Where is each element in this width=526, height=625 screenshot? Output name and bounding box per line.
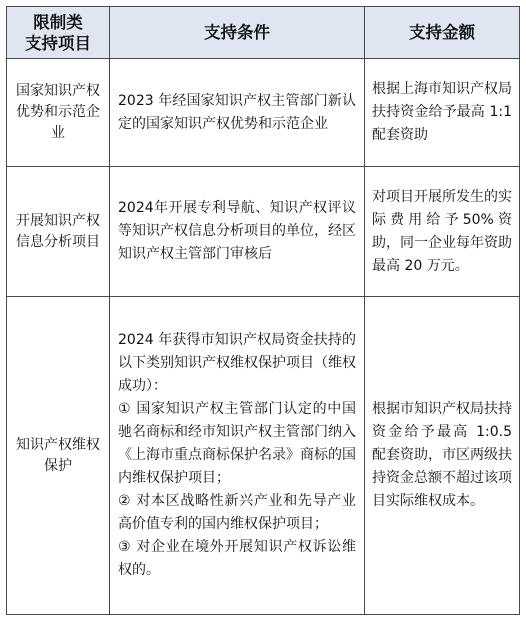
header-support-amount: 支持金额 bbox=[365, 7, 520, 59]
header-restricted-support-item: 限制类 支持项目 bbox=[7, 7, 110, 59]
table-row bbox=[7, 297, 520, 615]
condition-item: ② 对本区战略性新兴产业和先导产业高价值专利的国内维权保护项目； bbox=[118, 493, 356, 532]
amount-cell: 根据上海市知识产权局扶持资金给予最高 1:1 配套资助 bbox=[365, 59, 520, 167]
project-type-cell: 开展知识产权信息分析项目 bbox=[7, 167, 110, 297]
condition-cell: 2023 年经国家知识产权主管部门新认定的国家知识产权优势和示范企业 bbox=[110, 59, 365, 167]
header-support-conditions: 支持条件 bbox=[110, 7, 365, 59]
support-policy-table bbox=[6, 6, 520, 615]
project-type-cell: 国家知识产权优势和示范企业 bbox=[7, 59, 110, 167]
condition-item: ① 国家知识产权主管部门认定的中国驰名商标和经市知识产权主管部门纳入《上海市重点商标保护名录》商标的国内维权保护项目； bbox=[118, 401, 356, 486]
condition-item: ③ 对企业在境外开展知识产权诉讼维权的。 bbox=[118, 539, 356, 578]
table-row bbox=[7, 167, 520, 297]
condition-cell: 2024年开展专利导航、知识产权评议等知识产权信息分析项目的单位，经区知识产权主管部门审核后 bbox=[110, 167, 365, 297]
table-header-row bbox=[7, 7, 520, 59]
table-row bbox=[7, 59, 520, 167]
condition-cell bbox=[110, 297, 365, 615]
condition-intro: 2024 年获得市知识产权局资金扶持的以下类别知识产权维权保护项目（维权成功）： bbox=[118, 332, 356, 394]
amount-cell: 根据市知识产权局扶持资金给予最高 1:0.5 配套资助，市区两级扶持资金总额不超过该项目实际维权成本。 bbox=[365, 297, 520, 615]
project-type-cell: 知识产权维权保护 bbox=[7, 297, 110, 615]
amount-cell: 对项目开展所发生的实际费用给予50%资助，同一企业每年资助最高 20 万元。 bbox=[365, 167, 520, 297]
